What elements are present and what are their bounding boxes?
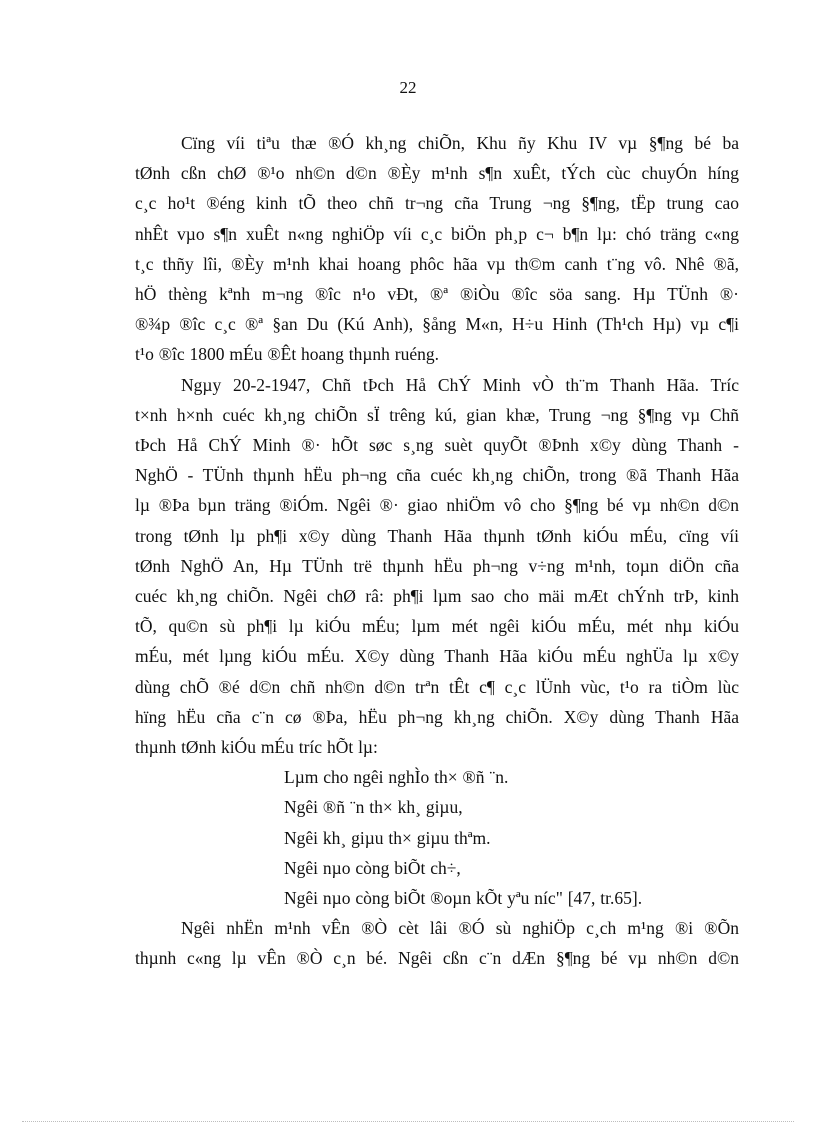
paragraph-3 xyxy=(135,913,739,973)
quoted-verse xyxy=(284,762,739,913)
page-bottom-divider xyxy=(22,1121,794,1122)
text-line: NghÖ - TÜnh thµnh hËu ph¬ng cña cuéc kh¸ng chiÕn, trong ®ã Thanh Hãa xyxy=(135,465,739,486)
text-line: t¸c thñy lîi, ®Èy m¹nh khai hoang phôc hãa vµ th©m canh t¨ng vô. Nhê ®ã, xyxy=(135,253,739,274)
text-line: tØnh NghÖ An, Hµ TÜnh trë thµnh hËu ph¬ng v÷ng m¹nh, toµn diÖn cña xyxy=(135,555,739,576)
text-line: c¸c ho¹t ®éng kinh tÕ theo chñ tr¬ng cña Trung ¬ng §¶ng, tËp trung cao xyxy=(135,193,739,214)
text-line: trong tØnh lµ ph¶i x©y dùng Thanh Hãa thµnh tØnh kiÓu mÉu, cïng víi xyxy=(135,525,739,546)
text-line: thµnh tØnh kiÓu mÉu tríc hÕt lµ: xyxy=(135,737,378,758)
body-text xyxy=(135,128,739,974)
text-line: lµ ®Þa bµn träng ®iÓm. Ngêi ®· giao nhiÖm vô cho §¶ng bé vµ nh©n d©n xyxy=(135,495,739,516)
verse-line: Ngêi kh¸ giµu th× giµu thªm. xyxy=(284,827,491,848)
text-line: t¹o ®îc 1800 mÉu ®Êt hoang thµnh ruéng. xyxy=(135,344,439,365)
paragraph-1 xyxy=(135,128,739,370)
text-line: tØnh cßn chØ ®¹o nh©n d©n ®Èy m¹nh s¶n xuÊt, tÝch cùc chuyÓn híng xyxy=(135,163,739,184)
verse-line: Ngêi ®ñ ¨n th× kh¸ giµu, xyxy=(284,797,463,818)
verse-line: Ngêi nµo còng biÕt ch÷, xyxy=(284,857,461,878)
text-line: thµnh c«ng lµ vÊn ®Ò c¸n bé. Ngêi cßn c¨n dÆn §¶ng bé vµ nh©n d©n xyxy=(135,948,739,969)
text-line: ®¾p ®îc c¸c ®ª §an Du (Kú Anh), §ång M«n, H÷u Hinh (Th¹ch Hµ) vµ c¶i xyxy=(135,314,739,335)
text-line: hïng hËu cña c¨n cø ®Þa, hËu ph¬ng kh¸ng chiÕn. X©y dùng Thanh Hãa xyxy=(135,706,739,727)
text-line: tÕ, qu©n sù ph¶i lµ kiÓu mÉu; lµm mét ngêi kiÓu mÉu, mét nhµ kiÓu xyxy=(135,616,739,637)
text-line: Ngµy 20-2-1947, Chñ tÞch Hå ChÝ Minh vÒ th¨m Thanh Hãa. Tríc xyxy=(181,374,739,395)
text-line: t×nh h×nh cuéc kh¸ng chiÕn sÏ trêng kú, gian khæ, Trung ¬ng §¶ng vµ Chñ xyxy=(135,404,739,425)
verse-line: Lµm cho ngêi nghÌo th× ®ñ ¨n. xyxy=(284,767,509,788)
paragraph-2 xyxy=(135,370,739,763)
text-line: nhÊt vµo s¶n xuÊt n«ng nghiÖp víi c¸c biÖn ph¸p c¬ b¶n lµ: chó träng c«ng xyxy=(135,223,739,244)
text-line: hÖ thèng kªnh m¬ng ®îc n¹o vÐt, ®ª ®iÒu ®îc söa sang. Hµ TÜnh ®· xyxy=(135,284,739,305)
text-line: cuéc kh¸ng chiÕn. Ngêi chØ râ: ph¶i lµm sao cho mäi mÆt chÝnh trÞ, kinh xyxy=(135,586,739,607)
text-line: Ngêi nhËn m¹nh vÊn ®Ò cèt lâi ®Ó sù nghiÖp c¸ch m¹ng ®i ®Õn xyxy=(181,918,739,939)
verse-line: Ngêi nµo còng biÕt ®oµn kÕt yªu níc" [47, tr.65]. xyxy=(284,888,643,909)
text-line: tÞch Hå ChÝ Minh ®· hÕt søc s¸ng suèt quyÕt ®Þnh x©y dùng Thanh - xyxy=(135,435,739,456)
page-number: 22 xyxy=(399,78,417,97)
text-line: dùng chÕ ®é d©n chñ nh©n d©n trªn tÊt c¶ c¸c lÜnh vùc, t¹o ra tiÒm lùc xyxy=(135,676,739,697)
text-line: Cïng víi tiªu thæ ®Ó kh¸ng chiÕn, Khu ñy Khu IV vµ §¶ng bé ba xyxy=(181,133,739,153)
text-line: mÉu, mét lµng kiÓu mÉu. X©y dùng Thanh Hãa kiÓu mÉu nghÜa lµ x©y xyxy=(135,646,739,667)
